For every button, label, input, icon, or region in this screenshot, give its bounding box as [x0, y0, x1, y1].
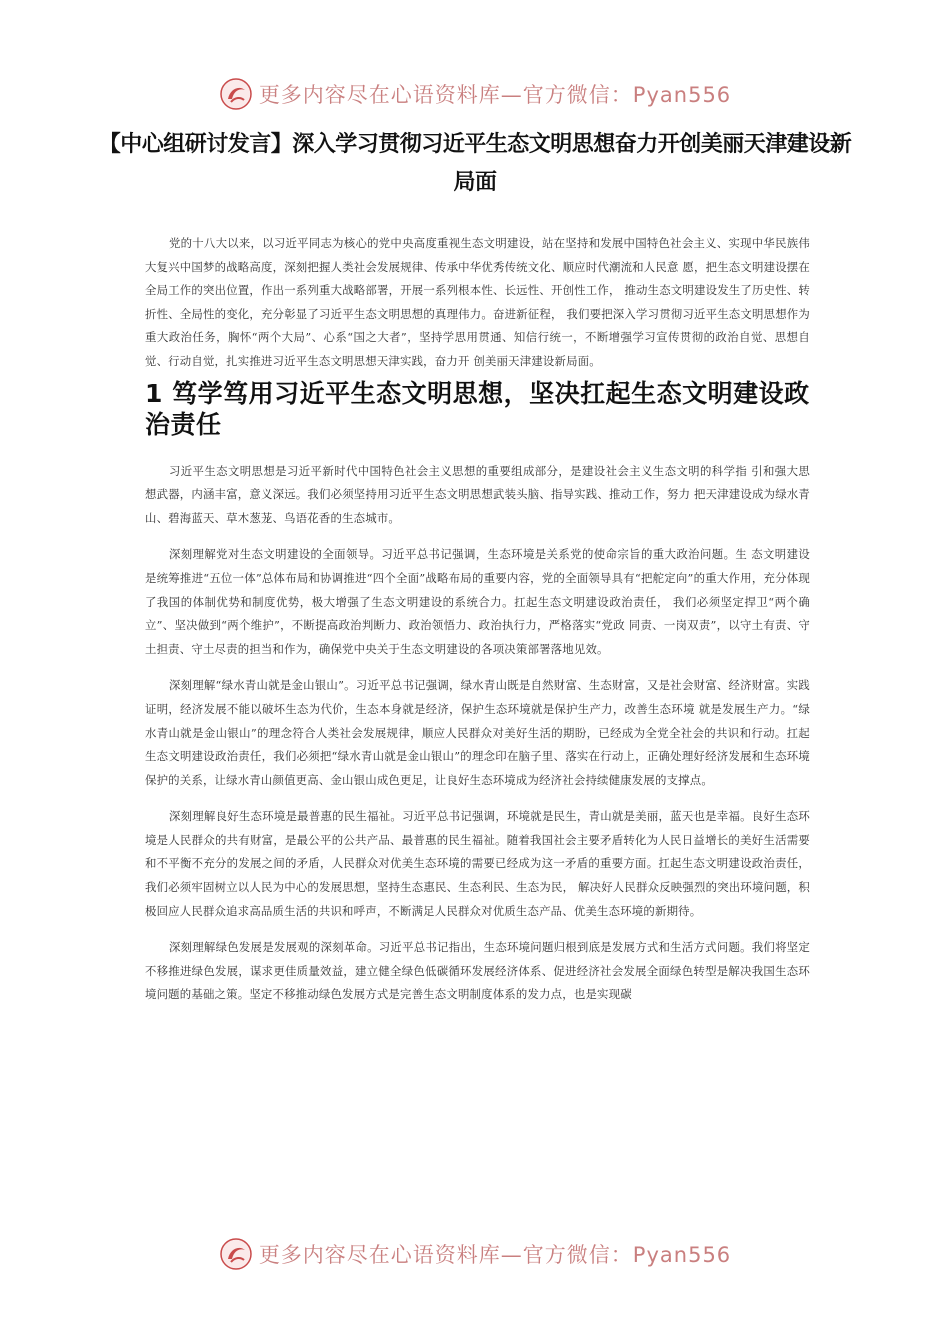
footer-watermark [0, 1232, 950, 1276]
red-swirl-logo-icon [219, 77, 253, 111]
body-paragraph: 习近平生态文明思想是习近平新时代中国特色社会主义思想的重要组成部分，是建设社会主义生态文明的科学指 引和强大思想武器，内涵丰富，意义深远。我们必须坚持用习近平生态文明思想武装头脑、指导实践、推动工作，努力 把天津建设成为绿水青山、碧海蓝天、草木葱茏、鸟语花香的生态城市。 [145, 463, 810, 525]
section-heading: 1 笃学笃用习近平生态文明思想，坚决扛起生态文明建设政治责任 [145, 378, 810, 439]
red-swirl-logo-icon [219, 1237, 253, 1271]
header-watermark [0, 72, 950, 116]
document-title: 【中心组研讨发言】深入学习贯彻习近平生态文明思想奋力开创美丽天津建设新局面 [98, 132, 852, 195]
body-paragraph: 深刻理解绿色发展是发展观的深刻革命。习近平总书记指出，生态环境问题归根到底是发展方式和生活方式问题。我们将坚定不移推进绿色发展，谋求更佳质量效益，建立健全绿色低碳循环发展经济体系、促进经济社会发展全面绿色转型是解决我国生态环境问题的基础之策。坚定不移推动绿色发展方式是完善生态文明制度体系的发力点，也是实现碳 [145, 940, 810, 1002]
document-body [145, 232, 810, 1020]
body-paragraph: 深刻理解良好生态环境是最普惠的民生福祉。习近平总书记强调，环境就是民生，青山就是美丽，蓝天也是幸福。良好生态环境是人民群众的共有财富，是最公平的公共产品、最普惠的民生福祉。随着我国社会主要矛盾转化为人民日益增长的美好生活需要和不平衡不充分的发展之间的矛盾，人民群众对优美生态环境的需要已经成为这一矛盾的重要方面。扛起生态文明建设政治责任，我们必须牢固树立以人民为中心的发展思想，坚持生态惠民、生态利民、生态为民， 解决好人民群众反映强烈的突出环境问题，积极回应人民群众追求高品质生活的共识和呼声，不断满足人民群众对优质生态产品、优美生态环境的新期待。 [145, 809, 810, 918]
watermark-text: 更多内容尽在心语资料库—官方微信：Pyan556 [258, 83, 732, 107]
body-paragraph: 深刻理解党对生态文明建设的全面领导。习近平总书记强调，生态环境是关系党的使命宗旨的重大政治问题。生 态文明建设是统筹推进“五位一体”总体布局和协调推进“四个全面”战略布局的重要内容，党的全面领导具有“把舵定向”的重大作用，充分体现了我国的体制优势和制度优势，极大增强了生态文明建设的系统合力。扛起生态文明建设政治责任， 我们必须坚定捍卫“两个确立”、坚决做到“两个维护”，不断提高政治判断力、政治领悟力、政治执行力，严格落实“党政 同责、一岗双责”，以守土有责、守土担责、守土尽责的担当和作为，确保党中央关于生态文明建设的各项决策部署落地见效。 [145, 547, 810, 656]
intro-paragraph: 党的十八大以来，以习近平同志为核心的党中央高度重视生态文明建设，站在坚持和发展中国特色社会主义、实现中华民族伟大复兴中国梦的战略高度，深刻把握人类社会发展规律、传承中华优秀传统文化、顺应时代潮流和人民意 愿，把生态文明建设摆在全局工作的突出位置，作出一系列重大战略部署，开展一系列根本性、长远性、开创性工作， 推动生态文明建设发生了历史性、转折性、全局性的变化，充分彰显了习近平生态文明思想的真理伟力。奋进新征程， 我们要把深入学习贯彻习近平生态文明思想作为重大政治任务，胸怀“两个大局”、心系“国之大者”，坚持学思用贯通、知信行统一，不断增强学习宣传贯彻的政治自觉、思想自觉、行动自觉，扎实推进习近平生态文明思想天津实践，奋力开 创美丽天津建设新局面。 [145, 236, 810, 368]
body-paragraph: 深刻理解“绿水青山就是金山银山”。习近平总书记强调，绿水青山既是自然财富、生态财富，又是社会财富、经济财富。实践证明，经济发展不能以破坏生态为代价，生态本身就是经济，保护生态环境就是保护生产力，改善生态环境 就是发展生产力。“绿水青山就是金山银山”的理念符合人类社会发展规律，顺应人民群众对美好生活的期盼，已经成为全党全社会的共识和行动。扛起生态文明建设政治责任，我们必须把“绿水青山就是金山银山”的理念印在脑子里、落实在行动上，正确处理好经济发展和生态环境保护的关系，让绿水青山颜值更高、金山银山成色更足，让良好生态环境成为经济社会持续健康发展的支撑点。 [145, 678, 810, 787]
watermark-text: 更多内容尽在心语资料库—官方微信：Pyan556 [258, 1243, 732, 1267]
